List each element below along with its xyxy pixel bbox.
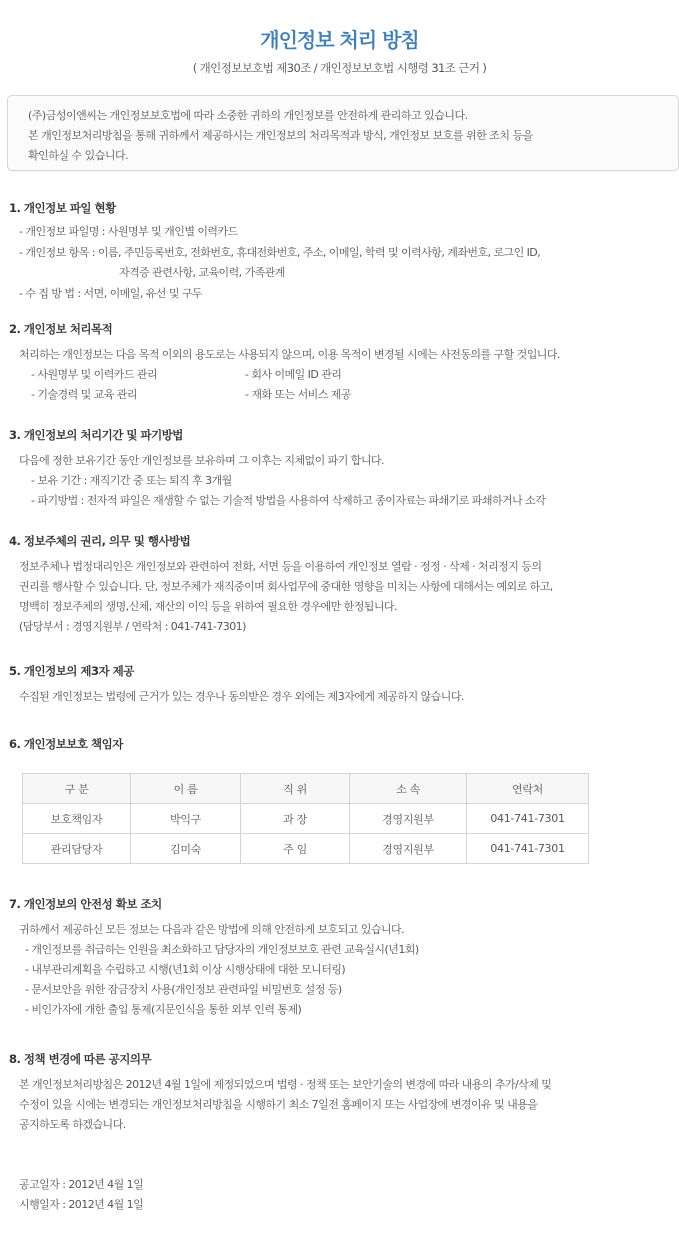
section-5-title: 5. 개인정보의 제3자 제공 — [9, 664, 134, 678]
section-7-title: 7. 개인정보의 안전성 확보 조치 — [9, 897, 162, 911]
privacy-officer-table — [22, 773, 589, 864]
table-cell: 박익구 — [131, 804, 241, 834]
intro-box — [7, 95, 679, 171]
section-1-line: - 수 집 방 법 : 서면, 이메일, 유선 및 구두 — [19, 287, 202, 300]
section-2-item: - 사원명부 및 이력카드 관리 — [31, 368, 158, 381]
table-header-cell: 이 름 — [131, 774, 241, 804]
table-header-cell: 소 속 — [350, 774, 467, 804]
section-5-line: 수집된 개인정보는 법령에 근거가 있는 경우나 동의받은 경우 외에는 제3자에게 제공하지 않습니다. — [19, 690, 464, 703]
page-subtitle: ( 개인정보보호법 제30조 / 개인정보보호법 시행령 31조 근거 ) — [192, 61, 487, 75]
table-cell: 041-741-7301 — [467, 834, 589, 864]
effective-date: 시행일자 : 2012년 4월 1일 — [19, 1198, 144, 1211]
section-3-line: 다음에 정한 보유기간 동안 개인정보를 보유하며 그 이후는 지체없이 파기 합니다. — [19, 454, 384, 467]
section-8-line: 본 개인정보처리방침은 2012년 4월 1일에 제정되었으며 법령 · 정책 또는 보안기술의 변경에 따라 내용의 추가/삭제 및 — [19, 1078, 552, 1091]
section-4-line: 권리를 행사할 수 있습니다. 단, 정보주체가 재직중이며 회사업무에 중대한 영향을 미치는 사항에 대해서는 예외로 하고, — [19, 580, 553, 593]
section-3-item: - 보유 기간 : 재직기간 중 또는 퇴직 후 3개월 — [31, 474, 232, 487]
section-2-item: - 재화 또는 서비스 제공 — [245, 388, 351, 401]
table-header-cell: 구 분 — [23, 774, 131, 804]
table-cell: 경영지원부 — [350, 834, 467, 864]
table-header-row — [23, 774, 589, 804]
table-cell: 관리담당자 — [23, 834, 131, 864]
section-3-title: 3. 개인정보의 처리기간 및 파기방법 — [9, 428, 183, 442]
table-cell: 경영지원부 — [350, 804, 467, 834]
table-cell: 주 임 — [241, 834, 350, 864]
section-4-line: 정보주체나 법정대리인은 개인정보와 관련하여 전화, 서면 등을 이용하여 개인정보 열람 · 정정 · 삭제 · 처리정지 등의 — [19, 560, 542, 573]
section-2-item: - 기술경력 및 교육 관리 — [31, 388, 137, 401]
section-3-item: - 파기방법 : 전자적 파일은 재생할 수 없는 기술적 방법을 사용하여 삭제하고 종이자료는 파쇄기로 파쇄하거나 소각 — [31, 494, 546, 507]
section-4-title: 4. 정보주체의 권리, 의무 및 행사방법 — [9, 534, 191, 548]
intro-line: 확인하실 수 있습니다. — [28, 149, 129, 162]
section-7-item: - 비인가자에 개한 출입 통제(지문인식을 통한 외부 인력 통제) — [25, 1003, 302, 1016]
section-7-item: - 내부관리계획을 수립하고 시행(년1회 이상 시행상태에 대한 모니터링) — [25, 963, 346, 976]
section-2-line: 처리하는 개인정보는 다음 목적 이외의 용도로는 사용되지 않으며, 이용 목적이 변경될 시에는 사전동의를 구할 것입니다. — [19, 348, 560, 361]
section-1-title: 1. 개인정보 파일 현황 — [9, 201, 116, 215]
section-2-item: - 회사 이메일 ID 관리 — [245, 368, 342, 381]
section-7-item: - 개인정보를 취급하는 인원을 최소화하고 담당자의 개인정보보호 관련 교육실시(년1회) — [25, 943, 419, 956]
section-7-item: - 문서보안을 위한 잠금장치 사용(개인정보 관련파일 비밀번호 설정 등) — [25, 983, 342, 996]
section-6-title: 6. 개인정보보호 책임자 — [9, 737, 123, 751]
section-2-title: 2. 개인정보 처리목적 — [9, 322, 113, 336]
table-cell: 김미숙 — [131, 834, 241, 864]
section-4-contact: (담당부서 : 경영지원부 / 연락처 : 041-741-7301) — [19, 620, 246, 633]
intro-line: 본 개인정보처리방침을 통해 귀하께서 제공하시는 개인정보의 처리목적과 방식, 개인정보 보호를 위한 조치 등을 — [28, 129, 533, 142]
table-header-cell: 연락처 — [467, 774, 589, 804]
section-8-line: 공지하도록 하겠습니다. — [19, 1118, 126, 1131]
notice-date: 공고일자 : 2012년 4월 1일 — [19, 1178, 144, 1191]
page-title: 개인정보 처리 방침 — [260, 28, 419, 52]
section-8-title: 8. 정책 변경에 따른 공지의무 — [9, 1052, 152, 1066]
section-1-line: 자격증 관련사항, 교육이력, 가족관계 — [119, 266, 285, 279]
table-header-cell: 직 위 — [241, 774, 350, 804]
table-cell: 041-741-7301 — [467, 804, 589, 834]
table-row — [23, 834, 589, 864]
table-cell: 과 장 — [241, 804, 350, 834]
intro-line: (주)금성이앤씨는 개인정보보호법에 따라 소중한 귀하의 개인정보를 안전하게 관리하고 있습니다. — [28, 109, 468, 122]
section-7-line: 귀하께서 제공하신 모든 정보는 다음과 같은 방법에 의해 안전하게 보호되고 있습니다. — [19, 923, 405, 936]
section-4-line: 명백히 정보주체의 생명,신체, 재산의 이익 등을 위하여 필요한 경우에만 한정됩니다. — [19, 600, 397, 613]
section-1-line: - 개인정보 파일명 : 사원명부 및 개인별 이력카드 — [19, 225, 238, 238]
section-1-line: - 개인정보 항목 : 이름, 주민등록번호, 전화번호, 휴대전화번호, 주소, 이메일, 학력 및 이력사항, 계좌번호, 로그인 ID, — [19, 246, 541, 259]
table-row — [23, 804, 589, 834]
section-8-line: 수정이 있을 시에는 변경되는 개인정보처리방침을 시행하기 최소 7일전 홈페이지 또는 사업장에 변경이유 및 내용을 — [19, 1098, 538, 1111]
table-cell: 보호책임자 — [23, 804, 131, 834]
